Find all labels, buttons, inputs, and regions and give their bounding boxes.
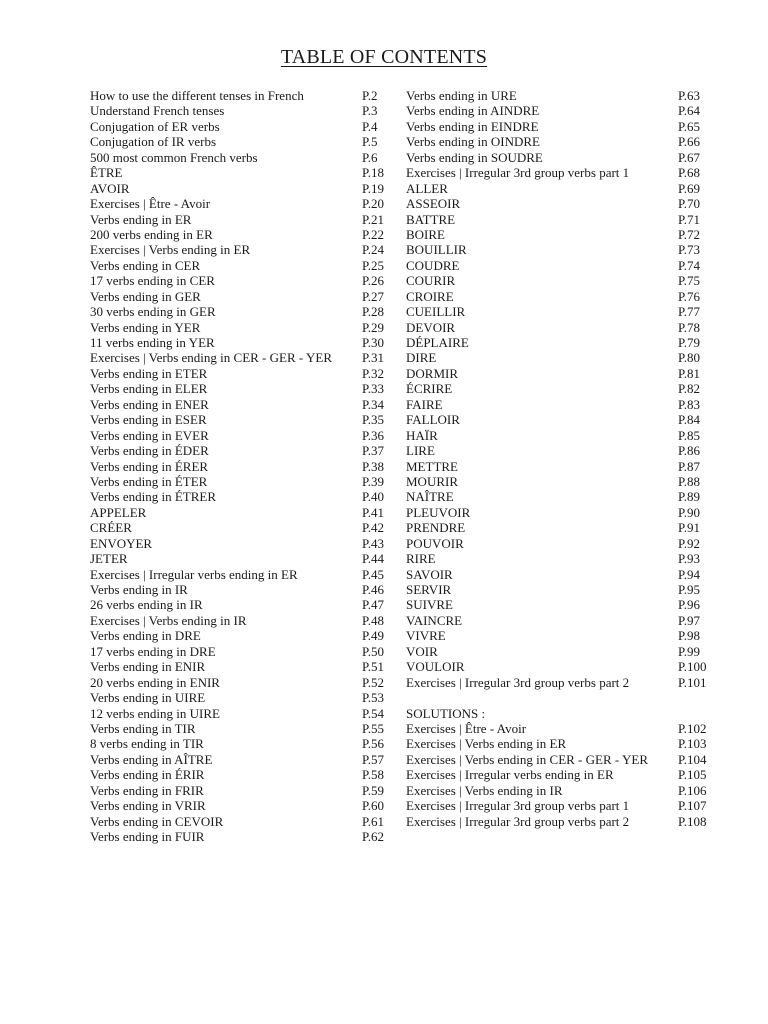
toc-entry[interactable] — [406, 814, 716, 829]
toc-entry[interactable] — [406, 366, 716, 381]
toc-entry-title: AVOIR — [90, 180, 130, 196]
toc-entry[interactable] — [90, 551, 392, 566]
toc-entry-page: P.61 — [362, 813, 385, 829]
toc-entry[interactable] — [90, 520, 392, 535]
toc-entry-title: ASSEOIR — [406, 196, 461, 212]
toc-entry-title: Exercises | Irregular 3rd group verbs part 2 — [406, 813, 630, 829]
toc-entry[interactable] — [406, 567, 716, 582]
toc-entry-page: P.91 — [678, 520, 701, 536]
toc-entry-page: P.95 — [678, 582, 701, 597]
toc-entry[interactable] — [406, 489, 716, 504]
toc-entry-title: POUVOIR — [406, 535, 464, 551]
toc-entry[interactable] — [406, 289, 716, 304]
toc-entry-page: P.107 — [678, 798, 707, 814]
toc-entry-title: CUEILLIR — [406, 304, 466, 320]
toc-entry[interactable] — [90, 227, 392, 242]
toc-entry-title: DORMIR — [406, 365, 459, 381]
toc-entry[interactable] — [406, 134, 716, 149]
toc-entry-title: Verbs ending in ESER — [90, 412, 207, 428]
toc-entry-title: ALLER — [406, 180, 448, 196]
toc-entry[interactable] — [90, 443, 392, 458]
toc-entry[interactable] — [406, 350, 716, 365]
toc-entry-title: COURIR — [406, 273, 456, 289]
toc-entry[interactable] — [90, 489, 392, 504]
toc-entry[interactable] — [406, 335, 716, 350]
toc-entry[interactable] — [90, 150, 392, 165]
toc-entry-page: P.64 — [678, 103, 701, 119]
toc-entry-title: Verbs ending in ÉTER — [90, 473, 208, 489]
toc-entry-title: How to use the different tenses in French — [90, 88, 304, 103]
toc-entry-page: P.97 — [678, 612, 701, 628]
toc-entry[interactable] — [406, 613, 716, 628]
toc-entry[interactable] — [406, 150, 716, 165]
toc-entry-page: P.51 — [362, 659, 385, 675]
toc-entry-page: P.50 — [362, 643, 385, 659]
toc-entry[interactable] — [90, 582, 392, 597]
toc-entry[interactable] — [90, 428, 392, 443]
toc-entry-title: Verbs ending in UIRE — [90, 690, 206, 706]
toc-entry-page: P.52 — [362, 674, 385, 690]
toc-entry-page: P.75 — [678, 273, 701, 289]
toc-entry-title: VAINCRE — [406, 612, 463, 628]
toc-entry-title: Exercises | Verbs ending in CER - GER - YER — [406, 751, 648, 767]
toc-entry-title: BATTRE — [406, 211, 456, 227]
toc-entry-title: Verbs ending in EINDRE — [406, 118, 539, 134]
toc-entry-page: P.57 — [362, 751, 385, 767]
toc-entry[interactable] — [406, 675, 716, 690]
toc-entry[interactable] — [406, 196, 716, 211]
toc-entry[interactable] — [90, 567, 392, 582]
toc-entry-title: Understand French tenses — [90, 103, 225, 119]
toc-entry-title: Exercises | Verbs ending in ER — [90, 242, 251, 258]
toc-entry-title: CRÉER — [90, 520, 132, 536]
toc-entry-page: P.47 — [362, 597, 385, 613]
toc-entry-title: Verbs ending in VRIR — [90, 798, 206, 814]
toc-entry-title: Exercises | Irregular 3rd group verbs part 1 — [406, 798, 630, 814]
toc-entry-page: P.73 — [678, 242, 701, 258]
toc-entry-page: P.80 — [678, 350, 701, 366]
toc-entry-title: Verbs ending in CEVOIR — [90, 813, 224, 829]
toc-entry-page: P.93 — [678, 551, 701, 567]
toc-entry-page: P.49 — [362, 628, 385, 644]
toc-entry-title: VOULOIR — [406, 659, 465, 675]
toc-right-column — [406, 88, 716, 829]
toc-entry[interactable] — [90, 628, 392, 643]
toc-entry-title: 17 verbs ending in CER — [90, 273, 215, 289]
toc-entry-page: P.81 — [678, 365, 701, 381]
toc-entry-title: ENVOYER — [90, 535, 153, 551]
toc-entry-page: P.25 — [362, 257, 385, 273]
toc-entry[interactable] — [90, 736, 392, 751]
toc-entry-page: P.29 — [362, 319, 385, 335]
toc-entry-title: HAÏR — [406, 427, 438, 443]
toc-entry-title: MOURIR — [406, 473, 459, 489]
toc-entry-page: P.74 — [678, 257, 701, 273]
toc-entry-page: P.53 — [362, 690, 385, 706]
toc-entry-page: P.26 — [362, 273, 385, 289]
toc-entry[interactable] — [90, 505, 392, 520]
toc-entry-page: P.46 — [362, 582, 385, 597]
toc-entry[interactable] — [406, 644, 716, 659]
toc-entry-title: Verbs ending in IR — [90, 582, 188, 597]
toc-entry-page: P.89 — [678, 489, 701, 505]
section-spacer — [406, 690, 716, 705]
toc-entry[interactable] — [406, 258, 716, 273]
toc-entry-title: APPELER — [90, 504, 147, 520]
toc-entry[interactable] — [90, 397, 392, 412]
toc-entry[interactable] — [406, 119, 716, 134]
toc-entry[interactable] — [406, 227, 716, 242]
toc-entry-title: Verbs ending in ELER — [90, 381, 208, 397]
toc-entry[interactable] — [406, 520, 716, 535]
toc-entry[interactable] — [90, 289, 392, 304]
toc-entry[interactable] — [406, 597, 716, 612]
toc-entry-page: P.90 — [678, 504, 701, 520]
toc-entry-title: FALLOIR — [406, 412, 460, 428]
toc-entry-page: P.108 — [678, 813, 707, 829]
toc-entry[interactable] — [406, 397, 716, 412]
toc-entry[interactable] — [406, 88, 716, 103]
toc-entry[interactable] — [90, 814, 392, 829]
toc-entry-title: Verbs ending in GER — [90, 288, 201, 304]
toc-entry-page: P.4 — [362, 118, 378, 134]
toc-entry-page: P.66 — [678, 134, 701, 150]
toc-entry[interactable] — [90, 675, 392, 690]
toc-entry-page: P.71 — [678, 211, 701, 227]
toc-entry-page: P.67 — [678, 149, 701, 165]
toc-entry[interactable] — [406, 474, 716, 489]
toc-entry-page: P.31 — [362, 350, 385, 366]
toc-entry[interactable] — [90, 134, 392, 149]
toc-entry[interactable] — [90, 258, 392, 273]
toc-entry-page: P.38 — [362, 458, 385, 474]
toc-entry[interactable] — [90, 304, 392, 319]
toc-entry-page: P.32 — [362, 365, 385, 381]
toc-entry-title: BOIRE — [406, 226, 445, 242]
toc-entry[interactable] — [406, 767, 716, 782]
toc-entry-page: P.59 — [362, 782, 385, 798]
toc-entry-title: 17 verbs ending in DRE — [90, 643, 216, 659]
toc-entry-page: P.43 — [362, 535, 385, 551]
toc-entry-title: VIVRE — [406, 628, 446, 644]
toc-entry-page: P.20 — [362, 196, 385, 212]
toc-entry-title: Verbs ending in DRE — [90, 628, 201, 644]
toc-entry-title: Verbs ending in EVER — [90, 427, 209, 443]
toc-entry-page: P.106 — [678, 782, 707, 798]
toc-entry[interactable] — [406, 381, 716, 396]
toc-entry-page: P.27 — [362, 288, 385, 304]
toc-entry-title: Exercises | Irregular verbs ending in ER — [406, 767, 614, 783]
toc-entry-page: P.83 — [678, 396, 701, 412]
toc-entry-title: Verbs ending in ÉDER — [90, 443, 209, 459]
toc-entry-page: P.70 — [678, 196, 701, 212]
toc-entry[interactable] — [90, 381, 392, 396]
toc-entry-page: P.28 — [362, 304, 385, 320]
toc-entry[interactable] — [90, 752, 392, 767]
toc-entry[interactable] — [90, 644, 392, 659]
toc-entry[interactable] — [90, 829, 392, 844]
toc-entry[interactable] — [406, 659, 716, 674]
toc-entry[interactable] — [406, 783, 716, 798]
toc-entry-title: Verbs ending in AINDRE — [406, 103, 540, 119]
toc-entry-title: Verbs ending in ÉTRER — [90, 489, 217, 505]
toc-entry-page: P.88 — [678, 473, 701, 489]
toc-entry-title: DÉPLAIRE — [406, 335, 469, 350]
toc-entry[interactable] — [90, 721, 392, 736]
toc-entry[interactable] — [90, 366, 392, 381]
toc-entry-title: Verbs ending in CER — [90, 257, 201, 273]
toc-entry-page: P.101 — [678, 674, 707, 690]
toc-entry-page: P.78 — [678, 319, 701, 335]
toc-entry[interactable] — [406, 505, 716, 520]
toc-entry-title: JETER — [90, 551, 128, 567]
toc-entry[interactable] — [90, 613, 392, 628]
toc-entry[interactable] — [90, 196, 392, 211]
toc-entry[interactable] — [406, 459, 716, 474]
toc-entry-page: P.87 — [678, 458, 701, 474]
toc-entry[interactable] — [90, 783, 392, 798]
toc-entry[interactable] — [406, 165, 716, 180]
toc-entry-title: ÊTRE — [90, 165, 123, 181]
toc-entry[interactable] — [90, 165, 392, 180]
toc-entry-page: P.21 — [362, 211, 385, 227]
toc-entry[interactable] — [90, 474, 392, 489]
toc-entry[interactable] — [406, 536, 716, 551]
toc-entry-page: P.65 — [678, 118, 701, 134]
toc-entry-page: P.102 — [678, 720, 707, 736]
toc-entry-title: Verbs ending in ENER — [90, 396, 209, 412]
toc-entry-title: 12 verbs ending in UIRE — [90, 705, 220, 721]
toc-entry-page: P.54 — [362, 705, 385, 721]
toc-entry-title: 500 most common French verbs — [90, 149, 258, 165]
toc-entry-title: LIRE — [406, 443, 435, 459]
toc-entry-title: Verbs ending in YER — [90, 319, 201, 335]
toc-entry-page: P.94 — [678, 566, 701, 582]
toc-entry-title: Exercises | Être - Avoir — [90, 196, 211, 212]
toc-entry-page: P.76 — [678, 288, 701, 304]
toc-entry-title: Verbs ending in ENIR — [90, 659, 206, 675]
toc-entry-title: Exercises | Verbs ending in ER — [406, 736, 567, 752]
toc-entry-page: P.39 — [362, 473, 385, 489]
toc-entry[interactable] — [90, 659, 392, 674]
toc-entry[interactable] — [406, 273, 716, 288]
toc-entry[interactable] — [90, 273, 392, 288]
toc-entry[interactable] — [90, 103, 392, 118]
page-title: TABLE OF CONTENTS — [280, 46, 488, 68]
toc-entry-title: Verbs ending in ÉRER — [90, 458, 209, 474]
toc-entry-title: CROIRE — [406, 288, 454, 304]
toc-entry-page: P.40 — [362, 489, 385, 505]
toc-entry-page: P.30 — [362, 335, 385, 350]
toc-entry-title: DEVOIR — [406, 319, 456, 335]
toc-entry-page: P.33 — [362, 381, 385, 397]
toc-entry-page: P.100 — [678, 659, 707, 675]
toc-entry[interactable] — [406, 320, 716, 335]
toc-entry-page: P.92 — [678, 535, 701, 551]
toc-entry[interactable] — [90, 597, 392, 612]
toc-entry-title: 11 verbs ending in YER — [90, 335, 215, 350]
toc-entry[interactable] — [406, 412, 716, 427]
toc-entry-page: P.60 — [362, 798, 385, 814]
toc-entry-page: P.82 — [678, 381, 701, 397]
toc-entry-page: P.34 — [362, 396, 385, 412]
solutions-heading-row — [406, 706, 716, 721]
toc-entry-page: P.6 — [362, 149, 378, 165]
toc-entry[interactable] — [406, 752, 716, 767]
toc-entry-title: Exercises | Irregular 3rd group verbs part 2 — [406, 674, 630, 690]
toc-entry-title: ÉCRIRE — [406, 381, 453, 397]
toc-entry[interactable] — [90, 706, 392, 721]
toc-left-column — [90, 88, 392, 844]
toc-entry-title: PLEUVOIR — [406, 504, 471, 520]
toc-entry[interactable] — [406, 443, 716, 458]
toc-entry[interactable] — [90, 212, 392, 227]
toc-entry-page: P.19 — [362, 180, 385, 196]
toc-entry-title: 200 verbs ending in ER — [90, 226, 213, 242]
toc-entry-page: P.41 — [362, 504, 385, 520]
toc-entry[interactable] — [90, 350, 392, 365]
toc-entry-page: P.56 — [362, 736, 385, 752]
toc-entry-title: Conjugation of IR verbs — [90, 134, 217, 150]
toc-entry-title: Exercises | Irregular verbs ending in ER — [90, 566, 298, 582]
toc-entry-page: P.44 — [362, 551, 385, 567]
toc-entry-title: PRENDRE — [406, 520, 466, 536]
toc-entry[interactable] — [90, 335, 392, 350]
toc-entry-page: P.45 — [362, 566, 385, 582]
toc-entry[interactable] — [406, 181, 716, 196]
toc-entry-page: P.77 — [678, 304, 701, 320]
toc-entry[interactable] — [406, 428, 716, 443]
toc-entry-title: DIRE — [406, 350, 437, 366]
toc-entry-title: Verbs ending in TIR — [90, 720, 196, 736]
toc-entry-title: METTRE — [406, 458, 458, 474]
toc-entry-page: P.96 — [678, 597, 701, 613]
toc-entry-page: P.86 — [678, 443, 701, 459]
toc-entry-title: Exercises | Verbs ending in IR — [406, 782, 563, 798]
toc-entry-title: Verbs ending in AÎTRE — [90, 751, 213, 767]
toc-entry[interactable] — [406, 582, 716, 597]
toc-entry-title: Verbs ending in URE — [406, 88, 517, 103]
toc-entry-page: P.36 — [362, 427, 385, 443]
toc-entry[interactable] — [406, 242, 716, 257]
toc-entry-title: Verbs ending in FRIR — [90, 782, 204, 798]
toc-entry-title: SUIVRE — [406, 597, 453, 613]
toc-entry[interactable] — [406, 212, 716, 227]
toc-entry-page: P.69 — [678, 180, 701, 196]
toc-entry-title: FAIRE — [406, 396, 443, 412]
toc-entry[interactable] — [406, 628, 716, 643]
toc-entry-title: Verbs ending in OINDRE — [406, 134, 540, 150]
toc-entry[interactable] — [406, 798, 716, 813]
toc-entry-title: Exercises | Irregular 3rd group verbs part 1 — [406, 165, 630, 181]
toc-entry-page: P.84 — [678, 412, 701, 428]
toc-entry-title: 8 verbs ending in TIR — [90, 736, 204, 752]
toc-entry-title: Conjugation of ER verbs — [90, 118, 220, 134]
toc-entry-page: P.72 — [678, 226, 701, 242]
toc-entry[interactable] — [406, 551, 716, 566]
toc-entry[interactable] — [90, 690, 392, 705]
toc-entry[interactable] — [90, 459, 392, 474]
toc-entry-page: P.42 — [362, 520, 385, 536]
solutions-heading: SOLUTIONS : — [406, 705, 486, 721]
toc-entry-page: P.2 — [362, 88, 378, 103]
toc-entry[interactable] — [90, 767, 392, 782]
toc-entry-title: Verbs ending in SOUDRE — [406, 149, 543, 165]
toc-entry-title: 20 verbs ending in ENIR — [90, 674, 220, 690]
toc-entry-title: NAÎTRE — [406, 489, 454, 505]
toc-entry[interactable] — [406, 103, 716, 118]
toc-entry-page: P.85 — [678, 427, 701, 443]
toc-entry-page: P.103 — [678, 736, 707, 752]
toc-entry-page: P.18 — [362, 165, 385, 181]
toc-entry[interactable] — [406, 736, 716, 751]
toc-entry-title: Verbs ending in FUIR — [90, 829, 205, 844]
toc-entry[interactable] — [90, 119, 392, 134]
toc-entry-title: VOIR — [406, 643, 438, 659]
toc-entry-title: Verbs ending in ER — [90, 211, 192, 227]
toc-entry-page: P.24 — [362, 242, 385, 258]
toc-entry-page: P.48 — [362, 612, 385, 628]
toc-entry-page: P.63 — [678, 88, 701, 103]
toc-entry-title: Exercises | Verbs ending in IR — [90, 612, 247, 628]
toc-entry-page: P.62 — [362, 829, 385, 844]
toc-entry-title: COUDRE — [406, 257, 460, 273]
toc-entry-title: Exercises | Être - Avoir — [406, 720, 527, 736]
toc-solutions-entries — [406, 721, 716, 829]
toc-entry-page: P.22 — [362, 226, 385, 242]
toc-entry-title: SERVIR — [406, 582, 452, 597]
toc-entry[interactable] — [90, 536, 392, 551]
toc-entry-title: RIRE — [406, 551, 436, 567]
toc-entry-page: P.35 — [362, 412, 385, 428]
toc-entry[interactable] — [90, 88, 392, 103]
toc-entry[interactable] — [90, 242, 392, 257]
toc-entry-page: P.68 — [678, 165, 701, 181]
toc-entry-title: BOUILLIR — [406, 242, 467, 258]
toc-entry-page: P.105 — [678, 767, 707, 783]
toc-entry-page: P.79 — [678, 335, 701, 350]
toc-entry-title: SAVOIR — [406, 566, 453, 582]
toc-entry-page: P.37 — [362, 443, 385, 459]
toc-entry[interactable] — [90, 798, 392, 813]
toc-entry[interactable] — [406, 721, 716, 736]
toc-entry-title: 30 verbs ending in GER — [90, 304, 216, 320]
toc-entry-page: P.99 — [678, 643, 701, 659]
toc-entry-page: P.55 — [362, 720, 385, 736]
toc-entry[interactable] — [90, 181, 392, 196]
toc-entry-title: Exercises | Verbs ending in CER - GER - YER — [90, 350, 332, 366]
toc-entry-title: Verbs ending in ETER — [90, 365, 208, 381]
toc-right-entries — [406, 88, 716, 690]
toc-entry-page: P.5 — [362, 134, 378, 150]
toc-entry-page: P.98 — [678, 628, 701, 644]
toc-entry-title: Verbs ending in ÉRIR — [90, 767, 205, 783]
toc-entry-title: 26 verbs ending in IR — [90, 597, 203, 613]
toc-entry-page: P.58 — [362, 767, 385, 783]
toc-entry-page: P.3 — [362, 103, 378, 119]
toc-entry[interactable] — [90, 320, 392, 335]
toc-entry[interactable] — [406, 304, 716, 319]
toc-entry-page: P.104 — [678, 751, 707, 767]
toc-entry[interactable] — [90, 412, 392, 427]
